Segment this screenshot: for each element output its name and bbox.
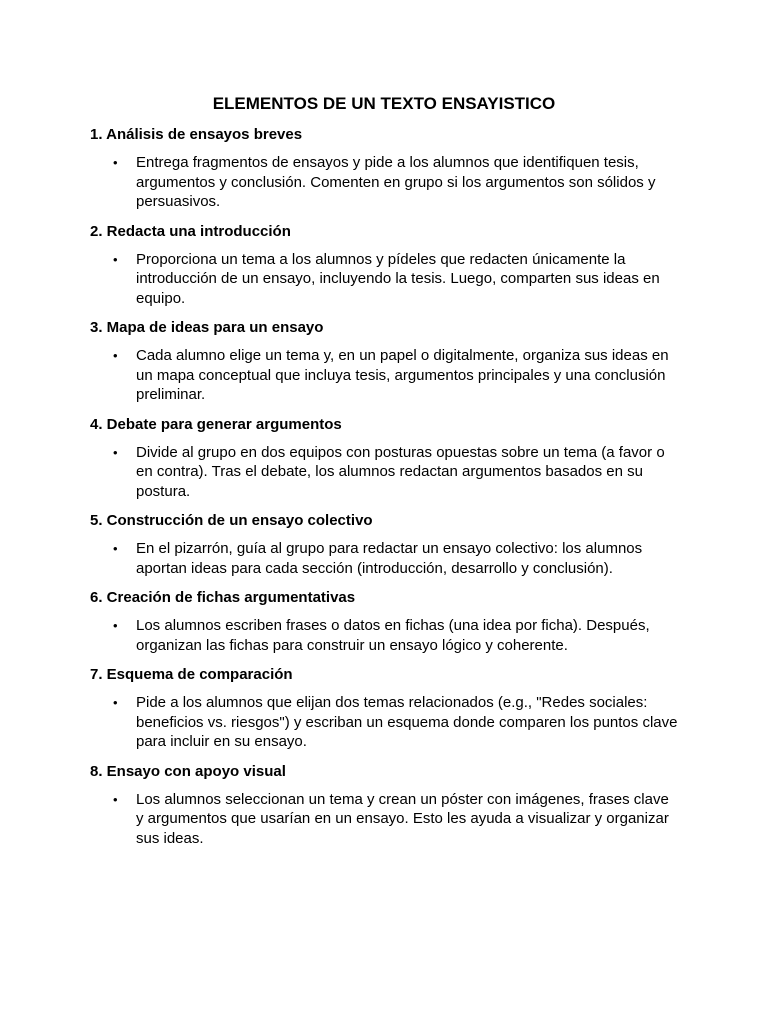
bullet-icon: • bbox=[113, 618, 118, 633]
section-1 bbox=[90, 125, 680, 212]
list-item bbox=[90, 539, 680, 578]
bullet-list bbox=[90, 153, 680, 212]
bullet-icon: • bbox=[113, 695, 118, 710]
bullet-text: Proporciona un tema a los alumnos y pídeles que redacten únicamente la introducción de un ensayo, incluyendo la tesis. Luego, comparten sus ideas en equipo. bbox=[136, 250, 660, 307]
bullet-text: Pide a los alumnos que elijan dos temas relacionados (e.g., "Redes sociales: beneficios vs. riesgos") y escriban un esquema donde comparen los puntos clave para incluir en su ensayo. bbox=[136, 694, 678, 750]
bullet-list bbox=[90, 616, 680, 655]
bullet-text: Entrega fragmentos de ensayos y pide a los alumnos que identifiquen tesis, argumentos y conclusión. Comenten en grupo si los argumentos son sólidos y persuasivos. bbox=[136, 154, 656, 210]
section-heading: 4. Debate para generar argumentos bbox=[90, 415, 342, 433]
bullet-icon: • bbox=[113, 348, 118, 363]
section-heading: 8. Ensayo con apoyo visual bbox=[90, 762, 286, 780]
section-heading: 7. Esquema de comparación bbox=[90, 666, 293, 683]
bullet-icon: • bbox=[113, 444, 118, 460]
bullet-text: En el pizarrón, guía al grupo para redactar un ensayo colectivo: los alumnos aportan ideas para cada sección (introducción, desarrollo y conclusión). bbox=[136, 540, 643, 577]
bullet-text: Cada alumno elige un tema y, en un papel o digitalmente, organiza sus ideas en un mapa conceptual que incluya tesis, argumentos principales y una conclusión preliminar. bbox=[136, 347, 669, 403]
bullet-list bbox=[90, 250, 680, 309]
bullet-icon: • bbox=[113, 791, 118, 807]
bullet-list bbox=[90, 443, 680, 502]
sections-list bbox=[90, 125, 680, 858]
section-2 bbox=[90, 222, 680, 309]
section-3 bbox=[90, 318, 680, 405]
section-5 bbox=[90, 511, 680, 578]
bullet-list bbox=[90, 693, 680, 752]
section-heading: 6. Creación de fichas argumentativas bbox=[90, 589, 356, 606]
list-item bbox=[90, 346, 680, 405]
bullet-list bbox=[90, 790, 680, 849]
list-item bbox=[90, 693, 680, 752]
section-heading: 3. Mapa de ideas para un ensayo bbox=[90, 319, 324, 336]
section-4 bbox=[90, 415, 680, 502]
list-item bbox=[90, 616, 680, 655]
list-item bbox=[90, 250, 680, 309]
section-heading: 2. Redacta una introducción bbox=[90, 222, 291, 240]
bullet-icon: • bbox=[113, 155, 118, 170]
bullet-text: Los alumnos seleccionan un tema y crean un póster con imágenes, frases clave y argumentos que usarían en un ensayo. Esto les ayuda a visualizar y organizar sus ideas. bbox=[136, 790, 669, 847]
section-8 bbox=[90, 762, 680, 849]
section-6 bbox=[90, 588, 680, 655]
section-heading: 5. Construcción de un ensayo colectivo bbox=[90, 512, 373, 529]
list-item bbox=[90, 443, 680, 502]
bullet-list bbox=[90, 539, 680, 578]
section-heading: 1. Análisis de ensayos breves bbox=[90, 126, 303, 143]
section-7 bbox=[90, 665, 680, 752]
bullet-icon: • bbox=[113, 251, 118, 267]
bullet-text: Divide al grupo en dos equipos con posturas opuestas sobre un tema (a favor o en contra). Tras el debate, los alumnos redactan argumentos basados en su postura. bbox=[136, 443, 665, 500]
bullet-text: Los alumnos escriben frases o datos en fichas (una idea por ficha). Después, organizan las fichas para construir un ensayo lógico y coherente. bbox=[136, 617, 650, 654]
page-title: ELEMENTOS DE UN TEXTO ENSAYISTICO bbox=[212, 94, 556, 113]
bullet-list bbox=[90, 346, 680, 405]
list-item bbox=[90, 790, 680, 849]
list-item bbox=[90, 153, 680, 212]
bullet-icon: • bbox=[113, 541, 118, 556]
